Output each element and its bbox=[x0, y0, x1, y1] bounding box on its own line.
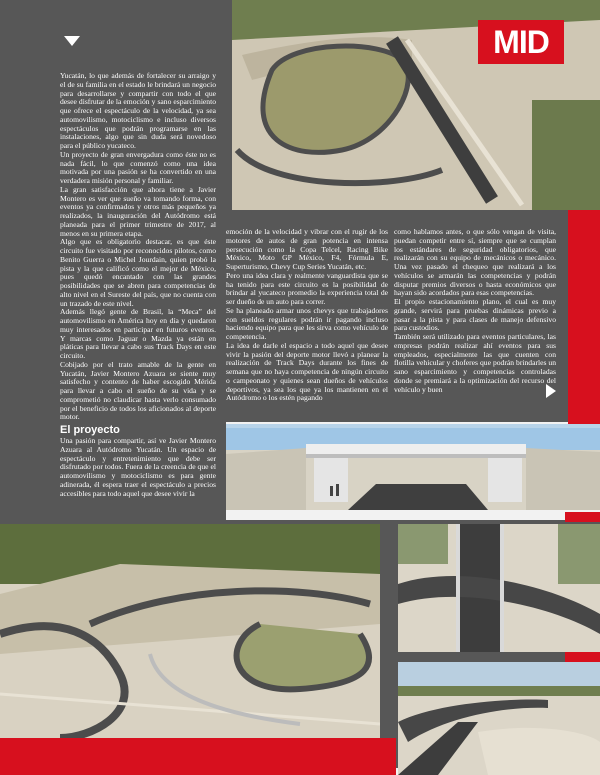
paragraph: También será utilizado para eventos particulares, las empresas podrán realizar ahí eventos para sus empleados, especialmente las que cuenten con flotilla vehicular y choferes que podrán brindarles un sano esparcimiento y competencias controladas donde se premiará a la optimización del recurso del vehículo y buen bbox=[394, 332, 556, 394]
paragraph: Se ha planeado armar unos chevys que trabajadores con sueldos regulares podrán ir pagando incluso haciendo equipo para que les sirva como vehículo de competencia. bbox=[226, 305, 388, 341]
red-accent-mid bbox=[565, 512, 600, 522]
paragraph: emoción de la velocidad y vibrar con el rugir de los motores de autos de gran potencia en intensa persecución como la Copa Telcel, Racing Bike México, Moto GP México, F4, Fórmula E, Superturismo, Chevy Cup Series Yucatán, etc. bbox=[226, 227, 388, 271]
red-accent-bottom-left bbox=[0, 738, 396, 775]
article-column-3 bbox=[394, 228, 556, 394]
paragraph: Un proyecto de gran envergadura como éste no es nada fácil, lo que comenzó como una idea motivada por una pasión se ha convertido en una verdadera misión personal y familiar. bbox=[60, 149, 216, 185]
paragraph: Pero una idea clara y realmente vanguardista que se ha tenido para este circuito es la posibilidad de brindar al yucateco promedio la experiencia total de ser dueño de un auto para correr. bbox=[226, 270, 388, 306]
article-column-1 bbox=[60, 72, 216, 422]
paragraph: Algo que es obligatorio destacar, es que éste circuito fue visitado por reconocidos pilotos, como Benito Guerra o Michel Jourdain, quien probó la pista y la que calificó como el mejor de México, pues quedó encantado con las grandes posibilidades que se abren para competencias de alto nivel en el Sureste del país, que no cuenta con un trazado de este nivel. bbox=[60, 237, 216, 308]
proyecto-text: Una pasión para compartir, así ve Javier Montero Azuara al Autódromo Yucatán. Un espacio de espectáculo y entretenimiento que debe ser disfrutado por todos. Fuera de la creencia de que el automovilismo y motociclismo es para gente adinerada, él espera traer el espectáculo a precios accesibles para todo aquel que desee vivir la bbox=[60, 436, 216, 498]
photo-track-curve bbox=[398, 662, 600, 775]
paragraph: La gran satisfacción que ahora tiene a Javier Montero es ver que sueño va tomando forma, con eventos ya confirmados y otros más pequeños ya realizados, la inauguración del Autódromo está planeada para el primer trimestre de 2017, al menos en su primera etapa. bbox=[60, 184, 216, 238]
paragraph: Cobijado por el trato amable de la gente en Yucatán, Javier Montero Azuara se siente muy satisfecho y contento de haber escogido Mérida para llevar a cabo el sueño de su vida y se comprometió no claudicar hasta verlo consumado por el beneficio de todos los aficionados al deporte motor. bbox=[60, 359, 216, 422]
paragraph: Además llegó gente de Brasil, la “Meca” del automovilismo en América hoy en día y quedaron muy interesados en participar en futuros eventos. Y marcas como Jaguar o Mazda ya están en pláticas para llevar a cabo sus Track Days en este circuito. bbox=[60, 307, 216, 360]
article-column-2 bbox=[226, 228, 388, 403]
photo-track-overpass bbox=[398, 524, 600, 652]
section-heading-proyecto: El proyecto bbox=[60, 424, 120, 436]
mid-logo-text: MID bbox=[493, 23, 549, 60]
paragraph: como hablamos antes, o que sólo vengan de visita, puedan competir entre sí, siempre que se cumplan los estándares de seguridad obligatorios, que realizarán con su equipo de mecánicos o mecánico. Una vez pasado el chequeo que realizará a los vehículos se armarán las competencias y podrán disputar premios diversos o hasta económicos que hayan sido acordados para esas competencias. bbox=[394, 227, 556, 298]
photo-track-aerial-2 bbox=[0, 524, 380, 738]
photo-bridge bbox=[226, 424, 600, 510]
triangle-down-icon bbox=[64, 36, 80, 46]
red-accent-right bbox=[568, 208, 600, 424]
mid-logo bbox=[478, 20, 564, 64]
paragraph: Yucatán, lo que además de fortalecer su arraigo y el de su familia en el estado le brindará un negocio para desarrollarse y compartir con todo el que desee disfrutar de la emoción y sano esparcimiento que ofrece el espectáculo de la velocidad, ya sea automovilismo, motociclismo e incluso diversos espectáculos que podrán programarse en las instalaciones, algo que sin duda será novedoso para el público yucateco. bbox=[60, 71, 216, 150]
triangle-right-icon bbox=[546, 384, 556, 398]
paragraph: La idea de darle el espacio a todo aquel que desee vivir la pasión del deporte motor llevó a planear la realización de Track Days durante los fines de semana que no haya competencia de ningún circuito o campeonato y quienes sean dueños de vehículos deportivos, ya sea los que ya los mantienen en el Autódromo o los estén pagando bbox=[226, 340, 388, 403]
paragraph: El propio estacionamiento plano, el cual es muy grande, servirá para pruebas dinámicas previo a pasar a la pista y para clases de manejo defensivo para custodios. bbox=[394, 297, 556, 333]
